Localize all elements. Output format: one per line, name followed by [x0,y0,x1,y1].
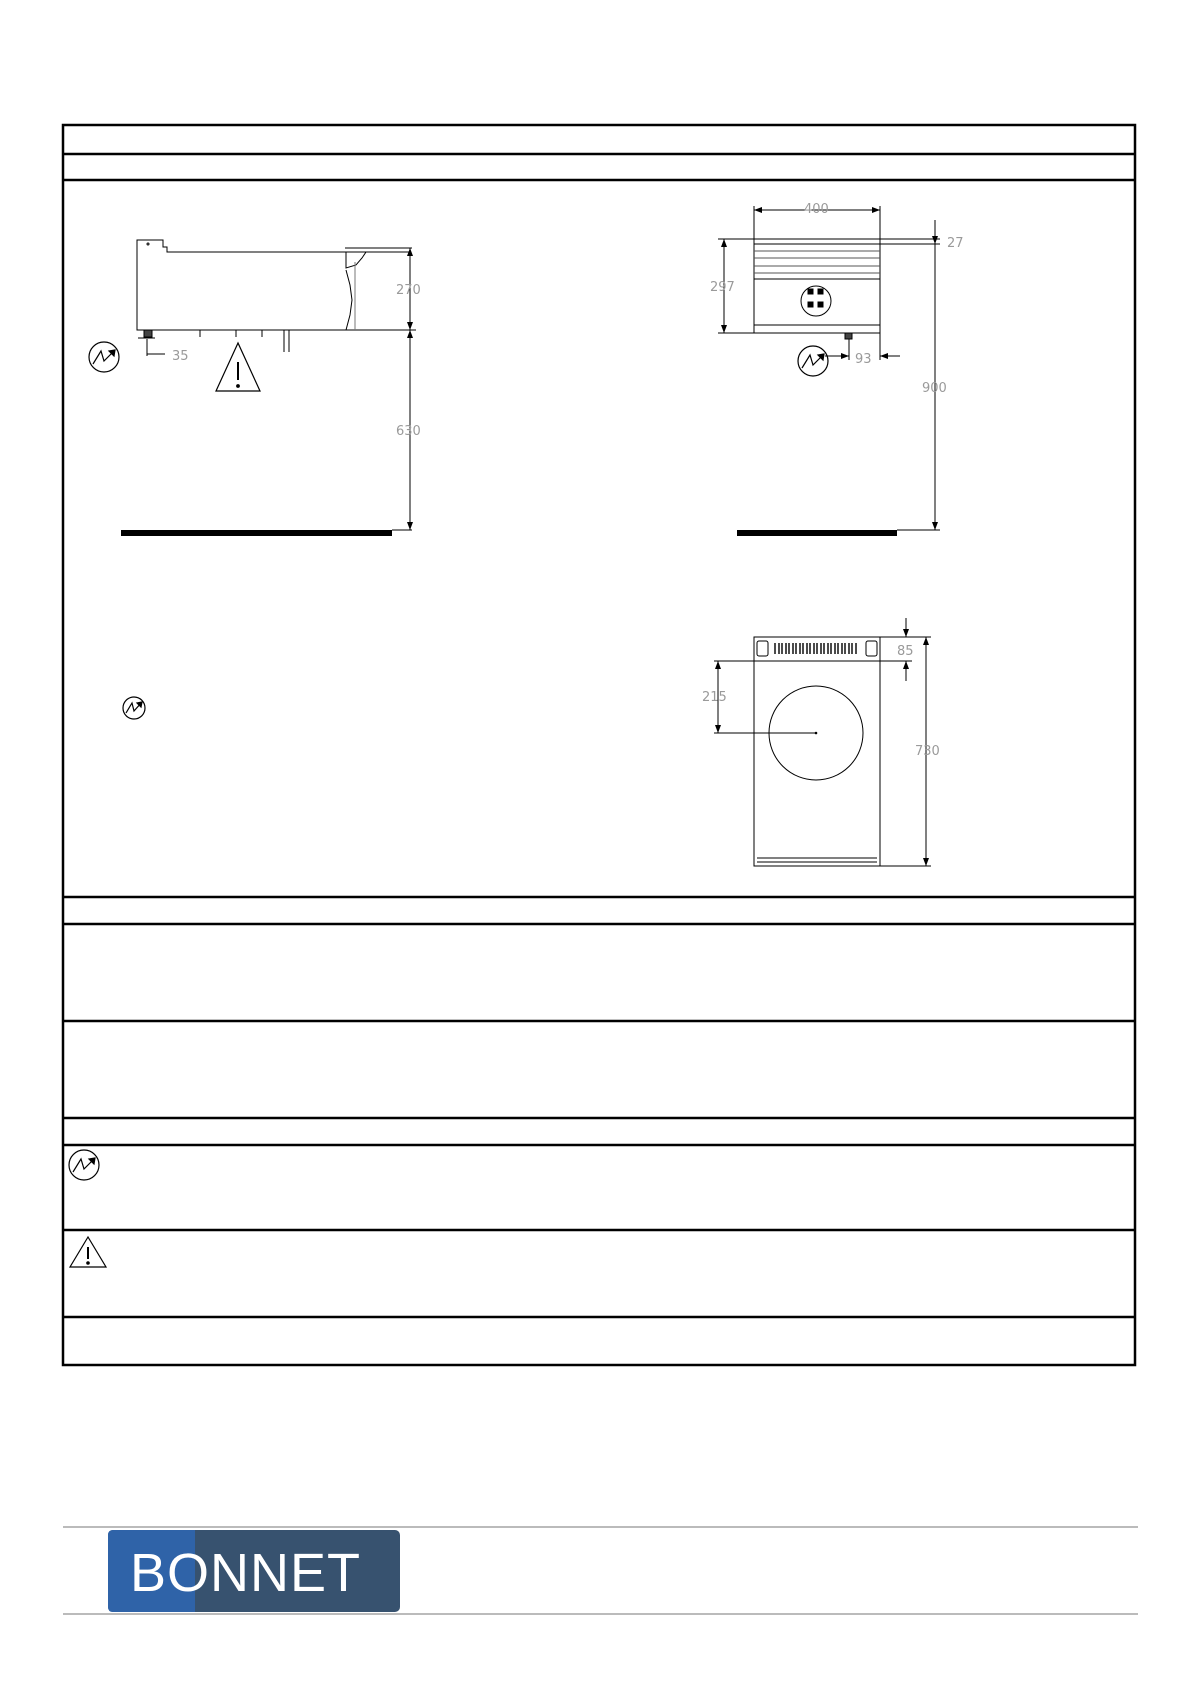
top-dim-85: 85 [897,644,914,659]
top-dim-215: 215 [702,690,727,705]
front-dim-400: 400 [804,202,829,217]
top-view-vents [775,643,856,654]
sheet-frame [63,125,1135,1365]
notes-power-connection-icon [69,1150,99,1180]
front-dim-297: 297 [710,280,735,295]
brand-logo-text: BONNET [130,1543,362,1603]
warning-icon [216,343,260,391]
legend-power-connection-icon [123,697,145,719]
brand-logo [108,1530,400,1612]
front-dim-27: 27 [947,236,964,251]
side-view [121,240,416,536]
power-connection-icon [89,342,119,372]
side-dim-270: 270 [396,283,421,298]
top-view-arrows [715,629,929,866]
front-view [718,206,940,536]
front-dim-93: 93 [855,352,872,367]
notes-warning-icon [70,1237,106,1267]
front-power-connection-icon [798,346,828,376]
side-dim-35: 35 [172,349,189,364]
front-dim-900: 900 [922,381,947,396]
top-dim-730: 730 [915,744,940,759]
side-dim-630: 630 [396,424,421,439]
